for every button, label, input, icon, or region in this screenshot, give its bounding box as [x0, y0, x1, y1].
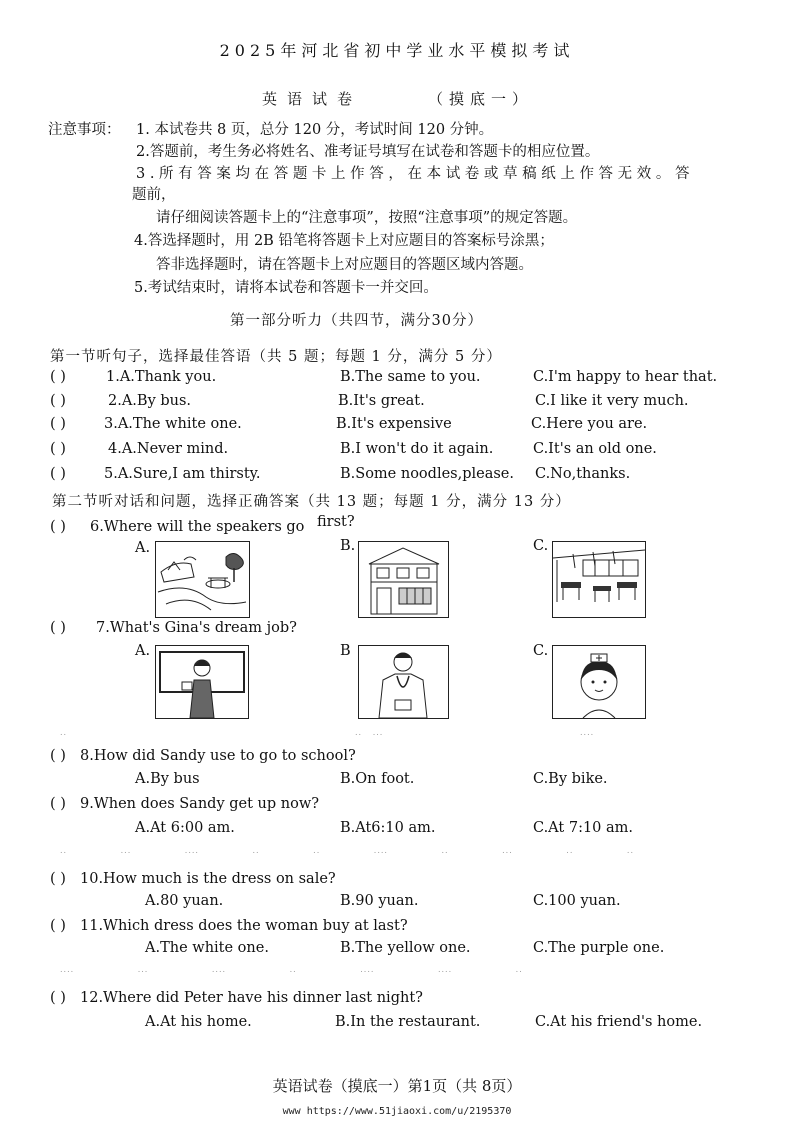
- q2-option-b: B.It's great.: [338, 393, 425, 409]
- q6-label-a: A.: [135, 540, 151, 556]
- section1-title: 第一节听句子，选择最佳答语（共 5 题；每题 1 分，满分 5 分）: [50, 349, 502, 365]
- divider: ....: [580, 728, 595, 737]
- q8-text: 8.How did Sandy use to go to school?: [80, 748, 356, 764]
- note-item-3b: 题前，: [132, 187, 176, 203]
- divider: .... ... .... .. .... .... ..: [60, 965, 523, 974]
- q4-option-b: B.I won't do it again.: [340, 441, 494, 457]
- q11-option-b: B.The yellow one.: [340, 940, 471, 956]
- q2-option-c: C.I like it very much.: [535, 393, 689, 409]
- paper-subtitle: （摸底一）: [428, 90, 534, 108]
- section2-title: 第二节听对话和问题，选择正确答案（共 13 题；每题 1 分，满分 13 分）: [52, 494, 571, 510]
- answer-blank-5[interactable]: ( ): [50, 466, 66, 482]
- park-icon: [156, 542, 249, 617]
- q11-text: 11.Which dress does the woman buy at last?: [80, 918, 408, 934]
- answer-blank-4[interactable]: ( ): [50, 441, 66, 457]
- answer-blank-7[interactable]: ( ): [50, 620, 66, 636]
- q8-option-b: B.On foot.: [340, 771, 415, 787]
- q9-text: 9.When does Sandy get up now?: [80, 796, 320, 812]
- note-item-5: 5.考试结束时，请将本试卷和答题卡一并交回。: [134, 280, 438, 296]
- q6-label-c: C.: [533, 538, 549, 554]
- q3-option-b: B.It's expensive: [336, 416, 452, 432]
- answer-blank-9[interactable]: ( ): [50, 796, 66, 812]
- q12-option-c: C.At his friend's home.: [535, 1014, 703, 1030]
- q7-text: 7.What's Gina's dream job?: [96, 620, 297, 636]
- q11-option-a: A.The white one.: [145, 940, 269, 956]
- q1-option-c: C.I'm happy to hear that.: [533, 369, 718, 385]
- q10-option-b: B.90 yuan.: [340, 893, 419, 909]
- q9-option-b: B.At6:10 am.: [340, 820, 436, 836]
- q3-option-a: 3.A.The white one.: [104, 416, 242, 432]
- note-item-3c: 请仔细阅读答题卡上的“注意事项”，按照“注意事项”的规定答题。: [156, 210, 578, 226]
- paper-title: 英语试卷: [262, 90, 363, 108]
- q8-option-c: C.By bike.: [533, 771, 608, 787]
- q5-option-b: B.Some noodles,please.: [340, 466, 514, 482]
- q5-option-c: C.No,thanks.: [535, 466, 631, 482]
- answer-blank-11[interactable]: ( ): [50, 918, 66, 934]
- note-item-1: 1. 本试卷共 8 页，总分 120 分，考试时间 120 分钟。: [136, 122, 494, 138]
- watermark-url[interactable]: www https://www.51jiaoxi.com/u/2195370: [282, 1106, 512, 1117]
- answer-blank-1[interactable]: ( ): [50, 369, 66, 385]
- page-footer: 英语试卷（摸底一）第1页（共 8页）: [272, 1077, 522, 1095]
- restaurant-icon: [553, 542, 645, 617]
- q7-label-b: B: [340, 643, 351, 659]
- q6-text-tail: first?: [317, 514, 355, 530]
- q11-option-c: C.The purple one.: [533, 940, 665, 956]
- note-item-4: 4.答选择题时，用 2B 铅笔将答题卡上对应题目的答案标号涂黑；: [134, 233, 554, 249]
- answer-blank-6[interactable]: ( ): [50, 519, 66, 535]
- q5-option-a: 5.A.Sure,I am thirsty.: [104, 466, 261, 482]
- q6-picture-park[interactable]: [155, 541, 250, 618]
- divider: ..: [60, 728, 68, 737]
- q6-picture-restaurant[interactable]: [552, 541, 646, 618]
- answer-blank-10[interactable]: ( ): [50, 871, 66, 887]
- q9-option-a: A.At 6:00 am.: [135, 820, 235, 836]
- answer-blank-2[interactable]: ( ): [50, 393, 66, 409]
- answer-blank-3[interactable]: ( ): [50, 416, 66, 432]
- answer-blank-8[interactable]: ( ): [50, 748, 66, 764]
- q9-option-c: C.At 7:10 am.: [533, 820, 634, 836]
- divider: .. ... .... .. .. .... .. ... .. ..: [60, 846, 635, 855]
- q12-option-b: B.In the restaurant.: [335, 1014, 481, 1030]
- q1-option-b: B.The same to you.: [340, 369, 481, 385]
- q6-picture-store[interactable]: [358, 541, 449, 618]
- q6-text: 6.Where will the speakers go: [90, 519, 305, 535]
- exam-title: 2025年河北省初中学业水平模拟考试: [219, 41, 575, 60]
- note-item-3: 3 . 所 有 答 案 均 在 答 题 卡 上 作 答 ， 在 本 试 卷 或 草 稿 纸 上 作 答 无 效 。 答: [136, 166, 690, 182]
- nurse-icon: [553, 646, 645, 718]
- note-item-2: 2.答题前，考生务必将姓名、准考证号填写在试卷和答题卡的相应位置。: [136, 144, 600, 160]
- answer-blank-12[interactable]: ( ): [50, 990, 66, 1006]
- note-item-4b: 答非选择题时，请在答题卡上对应题目的答题区域内答题。: [156, 257, 533, 273]
- part1-title: 第一部分听力（共四节，满分30分）: [230, 313, 483, 329]
- q6-label-b: B.: [340, 538, 356, 554]
- q8-option-a: A.By bus: [135, 771, 200, 787]
- q4-option-c: C.It's an old one.: [533, 441, 657, 457]
- teacher-icon: [156, 646, 248, 718]
- q7-picture-nurse[interactable]: [552, 645, 646, 719]
- divider: .. ...: [355, 728, 384, 737]
- q10-text: 10.How much is the dress on sale?: [80, 871, 336, 887]
- q12-text: 12.Where did Peter have his dinner last night?: [80, 990, 423, 1006]
- q2-option-a: 2.A.By bus.: [108, 393, 192, 409]
- q7-picture-doctor[interactable]: [358, 645, 449, 719]
- q1-option-a: 1.A.Thank you.: [106, 369, 217, 385]
- doctor-icon: [359, 646, 448, 718]
- q7-label-a: A.: [135, 643, 151, 659]
- q7-picture-teacher[interactable]: [155, 645, 249, 719]
- q10-option-a: A.80 yuan.: [145, 893, 224, 909]
- notes-lead: 注意事项：: [48, 122, 121, 138]
- store-building-icon: [359, 542, 448, 617]
- q10-option-c: C.100 yuan.: [533, 893, 621, 909]
- q3-option-c: C.Here you are.: [531, 416, 648, 432]
- q12-option-a: A.At his home.: [145, 1014, 252, 1030]
- q4-option-a: 4.A.Never mind.: [108, 441, 229, 457]
- q7-label-c: C.: [533, 643, 549, 659]
